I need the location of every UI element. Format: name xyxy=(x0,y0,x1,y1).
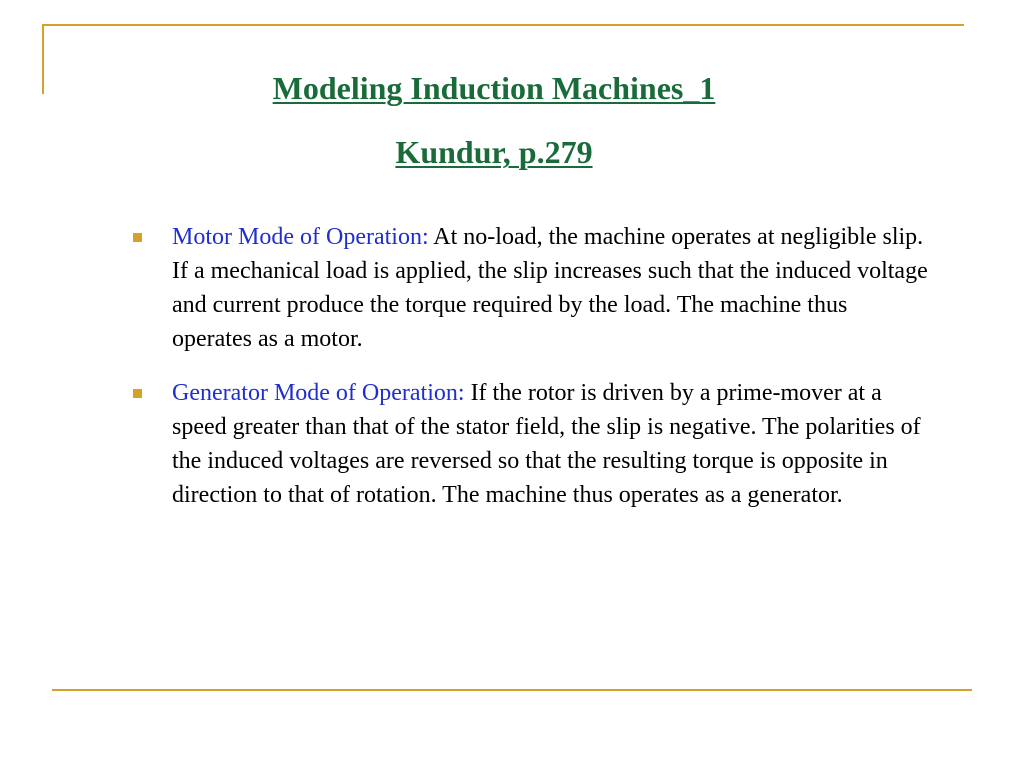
frame-bottom-rule xyxy=(52,689,972,691)
bullet-list xyxy=(128,220,928,532)
bullet-generator-mode xyxy=(128,376,928,512)
square-bullet-icon xyxy=(133,389,142,398)
bullet-lead: Generator Mode of Operation: xyxy=(172,380,471,406)
square-bullet-icon xyxy=(133,233,142,242)
bullet-text: If the rotor is driven by a prime-mover at a speed greater than that of the stator field, the slip is negative. The polarities of the induced voltages are reversed so that the resulting torque is opposite in direction to that of rotation. The machine thus operates as a generator. xyxy=(172,380,921,508)
slide-title: Modeling Induction Machines_1 xyxy=(272,70,716,106)
bullet-text: At no-load, the machine operates at negligible slip. If a mechanical load is applied, the slip increases such that the induced voltage and current produce the torque required by the load. The machine thus operates as a motor. xyxy=(172,224,928,352)
slide-subtitle: Kundur, p.279 xyxy=(395,134,593,170)
bullet-lead: Motor Mode of Operation: xyxy=(172,224,434,250)
bullet-motor-mode xyxy=(128,220,928,356)
frame-top-rule xyxy=(42,24,964,26)
